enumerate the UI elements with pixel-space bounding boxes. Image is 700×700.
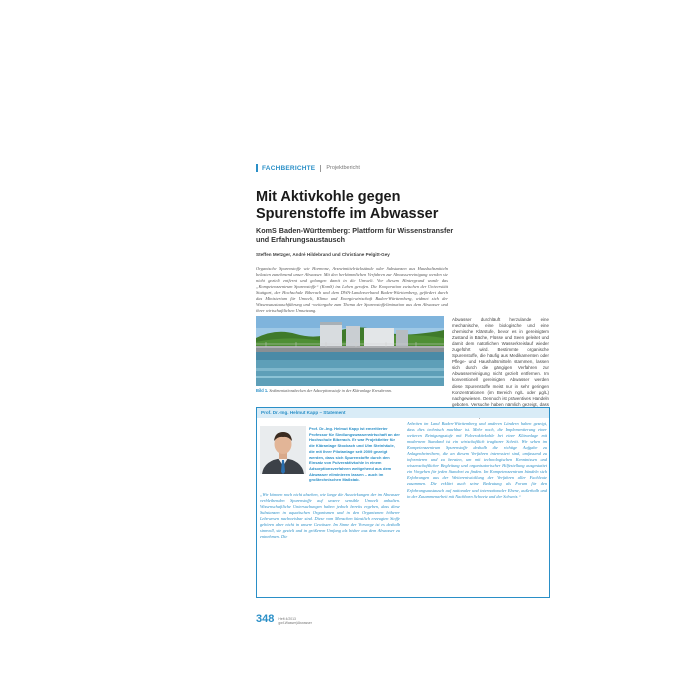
section-header (256, 164, 360, 172)
article-title: Mit Aktivkohle gegen Spurenstoffe im Abwasser (256, 189, 439, 222)
author-portrait (260, 426, 306, 474)
treatment-plant-illustration (256, 316, 444, 386)
issue-info (278, 617, 312, 625)
page-footer (256, 614, 312, 625)
article-intro: Organische Spurenstoffe wie Hormone, Arzneimittelrückstände oder Substanzen aus Haushaltsmitteln belasten zunehmend unser Abwasser. Mit den herkömmlichen Verfahren zur Abwasserreinigung werden sie nicht gezielt entfernt und gelangen damit in die Umwelt. Vor diesem Hintergrund wurde das „Kompetenzzentrum Spurenstoffe“ (KomS) ins Leben gerufen. Die Kooperation zwischen der Universität Stuttgart, der Hochschule Biberach und dem DWA-Landesverband Baden-Württemberg, gefördert durch das Ministerium für Umwelt, Klima und Energiewirtschaft Baden-Württemberg, widmet sich der Wissensaustauschführung und -weitergabe zum Thema der Spurenstoffelimination aus dem Abwasser und ihrer wirtschaftlichen Umsetzung. (256, 266, 448, 314)
article-body-column: Abwasser durchläuft herzulande eine mechanische, eine biologische und eine chemische Klärstufe, bevor es in gereinigtem Zustand in Bäche, Flüsse und Seen geleitet und damit dem natürlichen Wasserkreislauf wieder zugeführt wird. Bestimmte organische Spurenstoffe, die häufig aus Medikamenten oder Pflege- und Haushaltsmitteln stammen, lassen sich durch die gängigen Verfahren zur Abwasserreinigung nicht gezielt entfernen. Im konventionell gereinigten Abwasser werden diese Spurenstoffe meist nur in sehr geringen Konzentrationen (im Bereich ng/L oder µg/L) nachgewiesen. Dennoch ist präventives Handeln geboten. Versuche haben nämlich gezeigt, dass (452, 317, 549, 407)
article-authors: Steffen Metzger, André Hildebrand und Christiane Pelgitt-Gey (256, 252, 390, 257)
caption-label: Bild 1. (256, 388, 269, 393)
section-divider (320, 165, 321, 172)
section-subtitle: Projektbericht (326, 165, 360, 171)
section-marker (256, 164, 258, 172)
section-kicker: FACHBERICHTE (262, 164, 316, 172)
statement-box (256, 407, 550, 598)
journal-line: gwf-Wasser|Abwasser (278, 621, 312, 625)
article-subtitle: KomS Baden-Württemberg: Plattform für Wissenstransfer und Erfahrungsaustausch (256, 226, 454, 244)
statement-quote-right: Arbeiten im Land Baden-Württemberg und anderen Ländern haben gezeigt, dass dies technisch machbar ist. Mehr noch, die Implementierung einer weiteren Reinigungsstufe mit Pulveraktivkohle bei einer Kläranlage mit modernem Standard ist ein wirtschaftlich tragbarer Schritt. Wir sehen im Kompetenzzentrum Spurenstoffe deshalb die richtige Aufgabe zu Anlagenbetreibern, die an diesem Verfahren interessiert sind, umfassend zu informieren und zu beraten, um mit technologischen Kenntnissen und wissenschaftlicher Begleitung und organisatorischer Hilfestellung ausgestattet ein Vorgehen für jeden Standort zu finden. Im Kompetenzzentrum bündeln sich Erfahrungen aus der Weiterentwicklung der Verfahren aller Fachleute zusammen. Die erklärt auch seine Bedeutung als Forum für den Erfahrungsaustausch auf nationaler und internationaler Ebene, außerhalb und in der Zusammenarbeit mit Nachbarn Schweiz und der Schweiz.“ (407, 421, 547, 499)
author-bio: Prof. Dr.-Ing. Helmut Kapp ist emeritierter Professor für Siedlungswasserwirtschaft an der Hochschule Biberach. Er war Projektleiter für die Kläranlage Stockach und Ulm Steinhäule, die mit Ihrer Pilotanlage seit 2009 gezeigt werden, dass sich Spurenstoffe durch den Einsatz von Pulveraktivkohle in einem Adsorptionsverfahren weitgehend aus dem Abwasser eliminieren lassen – auch im großtechnischen Maßstab. (309, 426, 400, 483)
statement-header: Prof. Dr.-Ing. Helmut Kapp – Statement (257, 408, 549, 418)
photo-caption (256, 388, 444, 393)
caption-text: Sedimentationsbecken der Adsorptionsstufe in der Kläranlage Kressbronn. (269, 388, 392, 393)
page-number: 348 (256, 613, 275, 625)
portrait-illustration (260, 426, 306, 474)
treatment-plant-photo (256, 316, 444, 386)
statement-quote-left: „Wir können noch nicht absehen, wie lange die Auswirkungen der im Abwasser verbleibenden Spurenstoffe auf unsere sensible Umwelt anhalten. Wissenschaftliche Untersuchungen haben jedoch bereits ergeben, dass diese Substanzen in aquatischen Organismen und in den Organismen höherer Lebewesen nachweisbar sind. Diese vom Menschen künstlich erzeugten Stoffe gehören aber nicht in unsere Gewässer. Im Sinne der Vorsorge ist es deshalb sinnvoll, sie gezielt und in größerem Umfang als bisher aus dem Abwasser zu entnehmen. Die (260, 492, 400, 540)
issue-line: Heft 4/2013 (278, 617, 296, 621)
